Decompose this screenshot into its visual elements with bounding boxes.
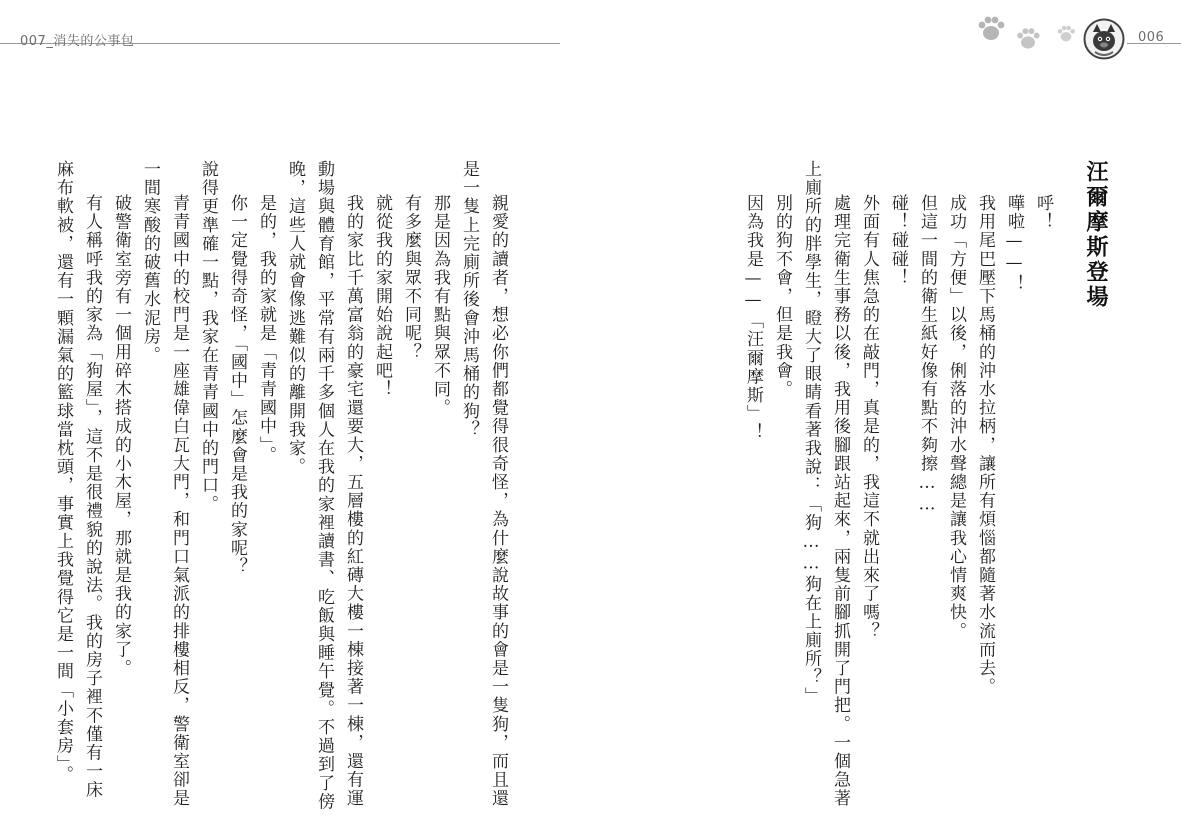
text-column: 成功「方便」以後，俐落的沖水聲總是讓我心情爽快。 xyxy=(946,194,966,641)
paw-print-icon xyxy=(1015,26,1041,52)
text-column: 說得更準確一點，我家在青青國中的門口。 xyxy=(198,160,218,514)
chapter-title: 汪爾摩斯登場 xyxy=(1083,160,1108,310)
text-column: 我的家比千萬富翁的豪宅還要大，五層樓的紅磚大樓一棟接著一棟，還有運 xyxy=(343,194,363,808)
text-column: 有人稱呼我的家為「狗屋」，這不是很禮貌的說法。我的房子裡不僅有一床 xyxy=(82,194,102,800)
text-column: 那是因為我有點與眾不同。 xyxy=(430,194,450,418)
text-column: 因為我是——「汪爾摩斯」！ xyxy=(743,194,763,442)
text-column: 青青國中的校門是一座雄偉白瓦大門，和門口氣派的排樓相反，警衛室卻是 xyxy=(169,194,189,808)
left-page-header: 007_消失的公事包 xyxy=(20,34,135,49)
text-column: 晚，這些人就會像逃難似的離開我家。 xyxy=(285,160,305,477)
text-column: 有多麼與眾不同呢？ xyxy=(401,194,421,362)
text-column: 上廁所的胖學生，瞪大了眼睛看著我說：「狗……狗在上廁所？」 xyxy=(801,160,821,706)
text-column: 嘩啦——！ xyxy=(1004,194,1024,293)
text-column: 我用尾巴壓下馬桶的沖水拉柄，讓所有煩惱都隨著水流而去。 xyxy=(975,194,995,697)
paw-print-icon xyxy=(976,14,1006,44)
right-page-number: 006 xyxy=(1138,30,1165,45)
text-column: 外面有人焦急的在敲門，真是的，我這不就出來了嗎？ xyxy=(859,194,879,641)
text-column: 但這一間的衛生紙好像有點不夠擦…… xyxy=(917,194,937,517)
text-column: 破警衛室旁有一個用碎木搭成的小木屋，那就是我的家了。 xyxy=(111,194,131,678)
text-column: 動場與體育館，平常有兩千多個人在我的家裡讀書、吃飯與睡午覺。不過到了傍 xyxy=(314,160,334,811)
text-column: 親愛的讀者，想必你們都覺得很奇怪，為什麼說故事的會是一隻狗，而且還 xyxy=(488,194,508,808)
text-column: 處理完衛生事務以後，我用後腳跟站起來，兩隻前腳抓開了門把。一個急著 xyxy=(830,194,850,808)
dog-avatar-icon xyxy=(1083,18,1125,60)
text-column: 麻布軟被，還有一顆漏氣的籃球當枕頭，事實上我覺得它是一間「小套房」。 xyxy=(53,160,73,784)
text-column: 別的狗不會，但是我會。 xyxy=(772,194,792,399)
text-column: 你一定覺得奇怪，「國中」怎麼會是我的家呢？ xyxy=(227,194,247,577)
text-column: 一間寒酸的破舊水泥房。 xyxy=(140,160,160,365)
text-column: 是的，我的家就是「青青國中」。 xyxy=(256,194,276,465)
paw-print-icon xyxy=(1056,24,1076,44)
text-column: 碰！碰碰！ xyxy=(888,194,908,287)
text-column: 就從我的家開始說起吧！ xyxy=(372,194,392,399)
text-column: 是一隻上完廁所後會沖馬桶的狗？ xyxy=(459,160,479,439)
text-column: 呼！ xyxy=(1033,194,1053,232)
